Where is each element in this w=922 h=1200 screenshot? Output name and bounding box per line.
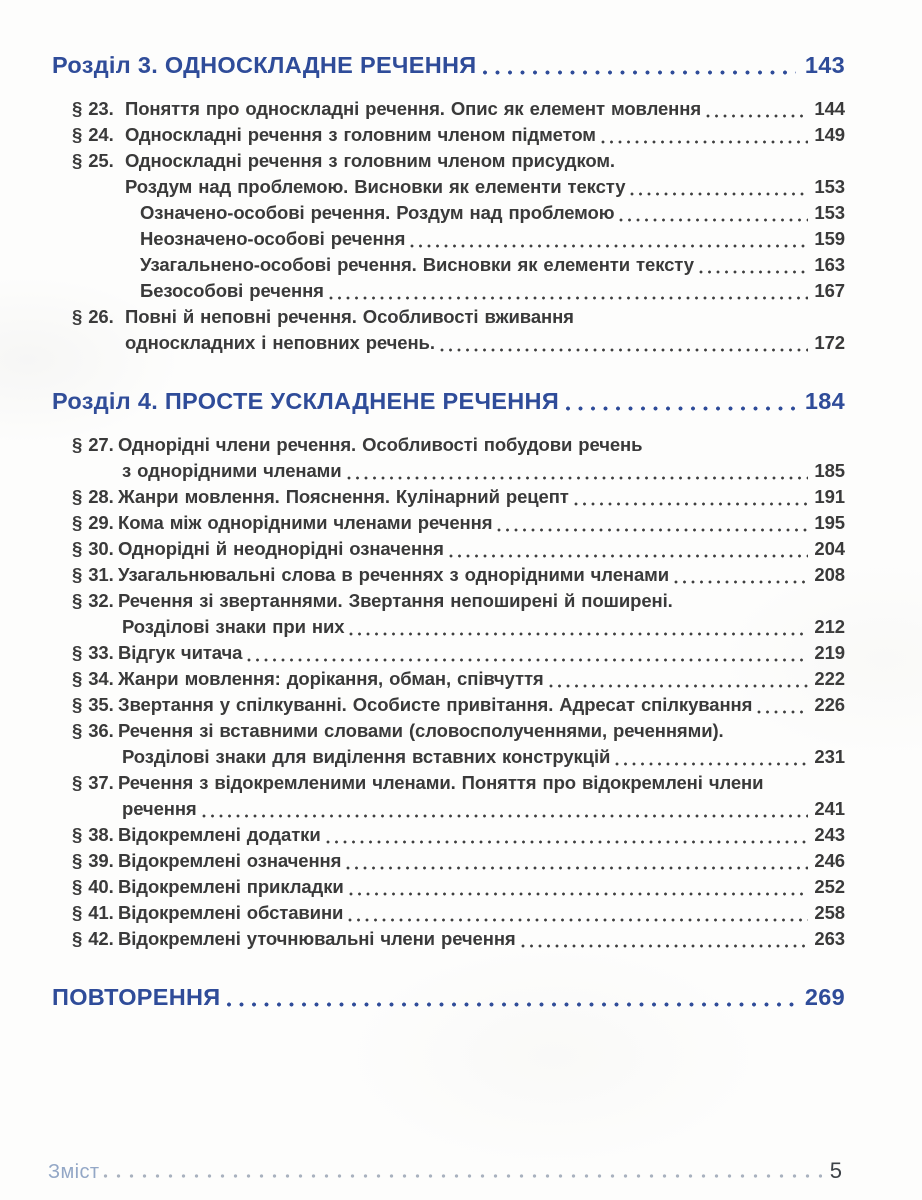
toc-entry-line <box>72 458 845 484</box>
dot-leader <box>482 69 795 76</box>
entry-title: Розділові знаки для виділення вставних конструкцій <box>122 746 611 767</box>
toc-entry <box>72 226 845 252</box>
entry-title: Узагальнено-особові речення. Висновки як елементи тексту <box>140 254 694 275</box>
toc-entry-line <box>72 562 845 588</box>
toc-entry <box>72 278 845 304</box>
entry-page-number: 144 <box>814 98 845 119</box>
toc-entry-line <box>72 770 845 796</box>
entry-page-number: 195 <box>814 512 845 533</box>
entry-title: Неозначено-особові речення <box>140 228 406 249</box>
entry-title: Речення зі вставними словами (словосполученнями, реченнями). <box>118 720 724 741</box>
paragraph-number: § 23. <box>72 98 114 119</box>
entry-title: Узагальнювальні слова в реченнях з однорідними членами <box>118 564 670 585</box>
toc-entry-line <box>72 226 845 252</box>
toc-entry <box>72 200 845 226</box>
toc-entry <box>72 822 845 848</box>
toc-entry-line <box>72 822 845 848</box>
paragraph-number: § 36. <box>72 720 114 741</box>
entry-title: Звертання у спілкуванні. Особисте привітання. Адресат спілкування <box>118 694 753 715</box>
entry-title: Жанри мовлення. Пояснення. Кулінарний рецепт <box>118 486 569 507</box>
toc-entry-line <box>72 96 845 122</box>
entry-page-number: 226 <box>814 694 845 715</box>
chapter-title: Розділ 4. ПРОСТЕ УСКЛАДНЕНЕ РЕЧЕННЯ <box>52 388 560 414</box>
chapter-page-number: 184 <box>804 388 845 414</box>
entry-title: Повні й неповні речення. Особливості вживання <box>125 306 574 327</box>
entry-page-number: 153 <box>814 202 845 223</box>
entry-title: Відокремлені означення <box>118 850 342 871</box>
paragraph-number: § 41. <box>72 902 114 923</box>
entry-title: Однорідні члени речення. Особливості побудови речень <box>118 434 643 455</box>
toc-entry <box>72 588 845 640</box>
entry-page-number: 222 <box>814 668 845 689</box>
entry-page-number: 219 <box>814 642 845 663</box>
toc-entry-line <box>72 304 845 330</box>
entry-title: Означено-особові речення. Роздум над проблемою <box>140 202 615 223</box>
toc-entry <box>72 848 845 874</box>
dot-leader <box>346 865 808 871</box>
toc-entry-line <box>72 796 845 822</box>
entry-page-number: 252 <box>814 876 845 897</box>
toc-entry-line <box>72 278 845 304</box>
toc-entry-line <box>72 640 845 666</box>
paragraph-number: § 37. <box>72 772 114 793</box>
toc-entry-line <box>72 174 845 200</box>
toc-entry <box>72 900 845 926</box>
dot-leader <box>574 501 809 507</box>
chapter-heading <box>52 386 845 416</box>
dot-leader <box>619 217 808 223</box>
entry-page-number: 163 <box>814 254 845 275</box>
paragraph-number: § 24. <box>72 124 114 145</box>
toc-section <box>52 386 845 952</box>
entry-title: Роздум над проблемою. Висновки як елементи тексту <box>125 176 626 197</box>
toc-entry-line <box>72 536 845 562</box>
toc-entry <box>72 148 845 200</box>
toc-entry-line <box>72 926 845 952</box>
paragraph-number: § 30. <box>72 538 114 559</box>
dot-leader <box>521 943 809 949</box>
toc-entry-line <box>72 900 845 926</box>
toc-entry <box>72 770 845 822</box>
paragraph-number: § 26. <box>72 306 114 327</box>
paragraph-number: § 42. <box>72 928 114 949</box>
paragraph-number: § 33. <box>72 642 114 663</box>
chapter-title: Розділ 3. ОДНОСКЛАДНЕ РЕЧЕННЯ <box>52 52 477 78</box>
chapter-page-number: 143 <box>804 52 845 78</box>
toc-entry <box>72 252 845 278</box>
entry-list <box>52 96 845 356</box>
toc-entry <box>72 96 845 122</box>
dot-leader <box>103 1173 821 1179</box>
entry-page-number: 208 <box>814 564 845 585</box>
entry-title: Односкладні речення з головним членом присудком. <box>125 150 615 171</box>
toc-entry-line <box>72 200 845 226</box>
footer-page-number: 5 <box>829 1158 842 1183</box>
entry-page-number: 167 <box>814 280 845 301</box>
dot-leader <box>440 347 809 353</box>
paragraph-number: § 34. <box>72 668 114 689</box>
dot-leader <box>674 579 808 585</box>
toc <box>52 50 845 1012</box>
entry-title: Відокремлені додатки <box>118 824 321 845</box>
paragraph-number: § 31. <box>72 564 114 585</box>
toc-entry <box>72 432 845 484</box>
entry-title: Однорідні й неоднорідні означення <box>118 538 444 559</box>
entry-page-number: 212 <box>814 616 845 637</box>
dot-leader <box>630 191 808 197</box>
paragraph-number: § 32. <box>72 590 114 611</box>
dot-leader <box>247 657 808 663</box>
dot-leader <box>348 917 808 923</box>
toc-entry <box>72 666 845 692</box>
chapter-title: ПОВТОРЕННЯ <box>52 984 221 1010</box>
entry-page-number: 149 <box>814 124 845 145</box>
dot-leader <box>347 475 809 481</box>
entry-page-number: 243 <box>814 824 845 845</box>
entry-title: Безособові речення <box>140 280 324 301</box>
entry-list <box>52 432 845 952</box>
toc-entry <box>72 304 845 356</box>
dot-leader <box>202 813 809 819</box>
paragraph-number: § 40. <box>72 876 114 897</box>
toc-entry-line <box>72 122 845 148</box>
dot-leader <box>449 553 809 559</box>
dot-leader <box>706 113 808 119</box>
toc-entry <box>72 926 845 952</box>
entry-page-number: 231 <box>814 746 845 767</box>
toc-entry <box>72 484 845 510</box>
entry-title: Поняття про односкладні речення. Опис як елемент мовлення <box>125 98 702 119</box>
toc-entry <box>72 640 845 666</box>
dot-leader <box>601 139 809 145</box>
paragraph-number: § 25. <box>72 150 114 171</box>
toc-section <box>52 982 845 1012</box>
paragraph-number: § 35. <box>72 694 114 715</box>
entry-title: речення <box>122 798 197 819</box>
paragraph-number: § 38. <box>72 824 114 845</box>
toc-section <box>52 50 845 356</box>
toc-entry-line <box>72 666 845 692</box>
toc-entry-line <box>72 692 845 718</box>
entry-title: Односкладні речення з головним членом підметом <box>125 124 596 145</box>
toc-entry-line <box>72 484 845 510</box>
entry-title: з однорідними членами <box>122 460 342 481</box>
dot-leader <box>549 683 809 689</box>
entry-page-number: 172 <box>814 332 845 353</box>
entry-page-number: 153 <box>814 176 845 197</box>
dot-leader <box>349 891 809 897</box>
toc-entry <box>72 874 845 900</box>
toc-entry-line <box>72 510 845 536</box>
paragraph-number: § 39. <box>72 850 114 871</box>
toc-entry <box>72 562 845 588</box>
entry-title: Речення з відокремленими членами. Поняття про відокремлені члени <box>118 772 764 793</box>
entry-page-number: 185 <box>814 460 845 481</box>
entry-title: Відокремлені обставини <box>118 902 344 923</box>
paragraph-number: § 28. <box>72 486 114 507</box>
entry-page-number: 258 <box>814 902 845 923</box>
dot-leader <box>349 631 808 637</box>
entry-title: односкладних і неповних речень. <box>125 332 435 353</box>
toc-entry-line <box>72 744 845 770</box>
entry-title: Речення зі звертаннями. Звертання непоширені й поширені. <box>118 590 673 611</box>
dot-leader <box>565 405 796 412</box>
chapter-heading <box>52 50 845 80</box>
toc-entry <box>72 536 845 562</box>
dot-leader <box>410 243 808 249</box>
dot-leader <box>615 761 808 767</box>
toc-entry-line <box>72 432 845 458</box>
toc-entry-line <box>72 614 845 640</box>
entry-page-number: 204 <box>814 538 845 559</box>
toc-entry-line <box>72 718 845 744</box>
entry-page-number: 241 <box>814 798 845 819</box>
chapter-page-number: 269 <box>804 984 845 1010</box>
entry-page-number: 191 <box>814 486 845 507</box>
toc-entry <box>72 718 845 770</box>
toc-entry-line <box>72 848 845 874</box>
entry-title: Розділові знаки при них <box>122 616 345 637</box>
dot-leader <box>329 295 809 301</box>
dot-leader <box>497 527 808 533</box>
paragraph-number: § 29. <box>72 512 114 533</box>
entry-title: Відгук читача <box>118 642 243 663</box>
toc-entry-line <box>72 874 845 900</box>
entry-title: Кома між однорідними членами речення <box>118 512 493 533</box>
footer-section-label: Зміст <box>48 1161 100 1183</box>
toc-entry-line <box>72 330 845 356</box>
entry-title: Відокремлені прикладки <box>118 876 344 897</box>
chapter-heading <box>52 982 845 1012</box>
toc-entry <box>72 122 845 148</box>
toc-entry <box>72 692 845 718</box>
entry-page-number: 246 <box>814 850 845 871</box>
entry-page-number: 159 <box>814 228 845 249</box>
toc-entry-line <box>72 148 845 174</box>
dot-leader <box>326 839 809 845</box>
page-footer <box>48 1158 842 1184</box>
toc-entry <box>72 510 845 536</box>
dot-leader <box>757 709 808 715</box>
toc-entry-line <box>72 588 845 614</box>
paragraph-number: § 27. <box>72 434 114 455</box>
entry-title: Відокремлені уточнювальні члени речення <box>118 928 516 949</box>
dot-leader <box>226 1001 795 1008</box>
dot-leader <box>699 269 809 275</box>
entry-title: Жанри мовлення: дорікання, обман, співчуття <box>118 668 544 689</box>
toc-entry-line <box>72 252 845 278</box>
entry-page-number: 263 <box>814 928 845 949</box>
